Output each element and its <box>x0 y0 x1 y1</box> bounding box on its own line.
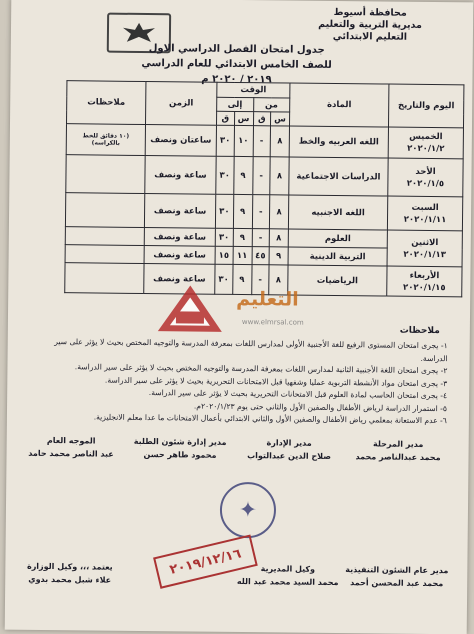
signature-block <box>16 434 125 461</box>
from-hour-cell: ٩ <box>269 247 288 265</box>
day-name: الأربعاء <box>409 270 440 281</box>
to-minute-cell: ٣٠ <box>215 194 233 228</box>
from-hour-cell: ٨ <box>270 126 289 157</box>
exam-date: ٢٠٢٠/١/٢ <box>407 143 445 155</box>
exam-date: ٢٠٢٠/١/١٣ <box>403 249 446 260</box>
note-item: ٦- عدم الاستعانة بمعلمي رياض الأطفال والصفين الأول والثاني الابتدائي بأعمال الامتحانات ما عدا معلم الانجليزية. <box>93 412 447 426</box>
subject-cell: الرياضيات <box>288 265 387 296</box>
duration-cell: ساعة ونصف <box>144 264 215 295</box>
duration-cell: ساعة ونصف <box>144 194 215 229</box>
header-duration: الزمن <box>146 82 217 126</box>
exam-date: ٢٠٢٠/١/١٥ <box>402 282 446 293</box>
day-name: الخميس <box>409 131 443 143</box>
from-minute-cell: ٤٥ <box>252 247 270 265</box>
signature-title: مدير المرحلة <box>372 439 424 449</box>
signature-title: يعتمد ،،، وكيل الوزارة <box>26 561 113 572</box>
to-minute-cell: ٣٠ <box>215 228 233 246</box>
from-minute-cell: - <box>252 157 270 195</box>
watermark-logo-icon <box>148 281 233 340</box>
document-page <box>5 0 474 634</box>
to-hour-cell: ١١ <box>233 246 252 264</box>
from-hour-cell: ٨ <box>270 157 289 195</box>
duration-cell: ساعة ونصف <box>144 228 215 247</box>
header-to: إلى <box>217 97 254 111</box>
exam-date: ٢٠٢٠/١/١١ <box>403 214 447 225</box>
note-item: ٤- يجرى امتحان الحاسب لمادة العلوم قبل الامتحانات التحريرية بحيث لا يؤثر على سير الدراسة. <box>148 388 448 401</box>
from-hour-cell: ٨ <box>269 195 288 229</box>
signature-title: مدير إدارة شئون الطلبة <box>133 436 227 447</box>
day-date-cell <box>387 196 462 231</box>
eagle-seal-icon: ✦ <box>238 497 258 523</box>
notes-cell <box>65 227 144 246</box>
notes-heading: ملاحظات <box>399 325 440 337</box>
subject-cell: العلوم <box>288 229 387 248</box>
day-date-cell <box>388 158 463 197</box>
table-row <box>66 124 463 159</box>
signature-name: صلاح الدين عبدالتواب <box>247 451 332 461</box>
signature-title: مدير الإدارة <box>266 438 312 448</box>
header-notes: ملاحظات <box>67 81 146 125</box>
exam-date: ٢٠٢٠/١/٥ <box>406 178 445 189</box>
signature-name: محمد السيد محمد عبد الله <box>236 576 339 588</box>
header-to-q: ق <box>216 111 234 125</box>
to-minute-cell: ٣٠ <box>216 125 234 156</box>
notes-cell <box>66 155 145 194</box>
day-name: الأحد <box>415 166 436 177</box>
to-hour-cell: ١٠ <box>234 125 253 156</box>
table-row <box>65 193 462 231</box>
header-time: الوقت <box>217 82 290 98</box>
watermark <box>148 281 339 341</box>
org-line: محافظة أسيوط <box>333 6 407 19</box>
note-item: ٢- يجرى امتحان اللغة الأجنبية الثانية لمدارس اللغات بمعرفة المدرسة والتوجيه المختص بحيث لا يؤثر على سير الدراسة. <box>74 362 448 376</box>
signature-name: محمود طاهر حسن <box>143 450 217 460</box>
duration-cell: ساعتان ونصف <box>145 125 216 157</box>
to-minute-cell: ٣٠ <box>216 156 234 194</box>
to-minute-cell: ٣٠ <box>215 264 233 294</box>
watermark-text: التعليم <box>236 287 299 311</box>
from-minute-cell: - <box>253 126 271 157</box>
subject-cell: اللغه العربيه والخط <box>289 126 388 158</box>
title-line-2: للصف الخامس الابتدائي للعام الدراسي ٢٠١٩ / ٢٠٢٠ م <box>141 57 332 86</box>
notes-list <box>27 336 448 428</box>
note-item: ٣- يجرى امتحان مواد الأنشطة التربوية عمليا وشفهيا قبل الامتحانات التحريرية بحيث لا يؤثر على سير الدراسة. <box>104 375 448 388</box>
subject-cell: التربية الدينية <box>288 247 387 266</box>
from-hour-cell: ٨ <box>269 229 288 247</box>
day-date-cell <box>388 127 463 159</box>
signatures-row-1 <box>16 434 452 465</box>
signature-name: محمد عبد المحسن أحمد <box>350 578 444 589</box>
signature-title: وكيل المديرية <box>260 564 316 574</box>
official-seal <box>220 482 277 539</box>
org-line: مديرية التربية والتعليم <box>318 18 423 31</box>
header-from-q: ق <box>253 112 271 126</box>
org-line: التعليم الابتدائي <box>332 30 408 43</box>
watermark-url: www.elmrsal.com <box>241 318 304 327</box>
organization-header <box>295 7 445 45</box>
subject-cell: اللغه الاجنبيه <box>288 195 387 230</box>
day-date-cell <box>387 266 462 297</box>
header-from: من <box>253 98 290 112</box>
from-minute-cell: - <box>252 229 270 247</box>
table-row <box>66 155 463 197</box>
signature-block <box>234 436 343 463</box>
to-hour-cell: ٩ <box>233 194 252 228</box>
title-line-1: جدول امتحان الفصل الدراسي الاول <box>148 43 325 56</box>
duration-cell: ساعة ونصف <box>144 246 215 265</box>
signature-block <box>15 560 124 587</box>
day-name: الاثنين <box>411 237 439 248</box>
signature-name: علاء شبل محمد بدوي <box>28 574 112 585</box>
signature-name: محمد عبدالناصر محمد <box>355 452 441 463</box>
from-minute-cell: - <box>251 265 269 295</box>
subject-cell: الدراسات الاجتماعية <box>289 157 388 196</box>
from-hour-cell: ٨ <box>269 265 288 295</box>
signature-block <box>125 435 234 462</box>
notes-cell: (١٠ دقائق للخط بالكراسه) <box>66 124 145 156</box>
exam-schedule-table <box>64 80 464 297</box>
to-hour-cell: ٩ <box>232 264 251 294</box>
day-name: السبت <box>411 202 439 213</box>
to-hour-cell: ٩ <box>233 156 252 194</box>
to-hour-cell: ٩ <box>233 228 252 246</box>
date-stamp: ٢٠١٩/١٢/١٦ <box>153 535 258 589</box>
notes-cell <box>65 193 144 228</box>
signature-title: الموجه العام <box>46 435 96 446</box>
day-date-cell <box>387 230 462 267</box>
notes-cell <box>65 263 144 294</box>
header-subject: المادة <box>289 83 388 127</box>
to-minute-cell: ١٥ <box>215 246 233 264</box>
header-from-s: س <box>270 112 289 126</box>
note-item: ٥- استمرار الدراسة لرياض الأطفال والصفين الأول والثاني حتى يوم ٢٠٢٠/١/٢٣م. <box>193 401 448 413</box>
notes-cell <box>65 245 144 264</box>
signature-title: مدير عام الشئون التنفيذية <box>345 565 449 576</box>
header-day-date: اليوم والتاريخ <box>388 84 463 128</box>
from-minute-cell: - <box>252 195 270 229</box>
note-item: ١- يجرى امتحان المستوى الرفيع للغة الأجنبية الأولى لمدارس اللغات بمعرفة المدرسة والتوجيه المختص بحيث لا يؤثر على سير الدراسة. <box>54 337 448 363</box>
signature-name: عبد الناصر محمد حامد <box>28 448 114 459</box>
header-to-s: س <box>234 111 253 125</box>
signature-block <box>342 563 451 590</box>
duration-cell: ساعة ونصف <box>145 156 216 195</box>
signature-block <box>343 437 452 464</box>
